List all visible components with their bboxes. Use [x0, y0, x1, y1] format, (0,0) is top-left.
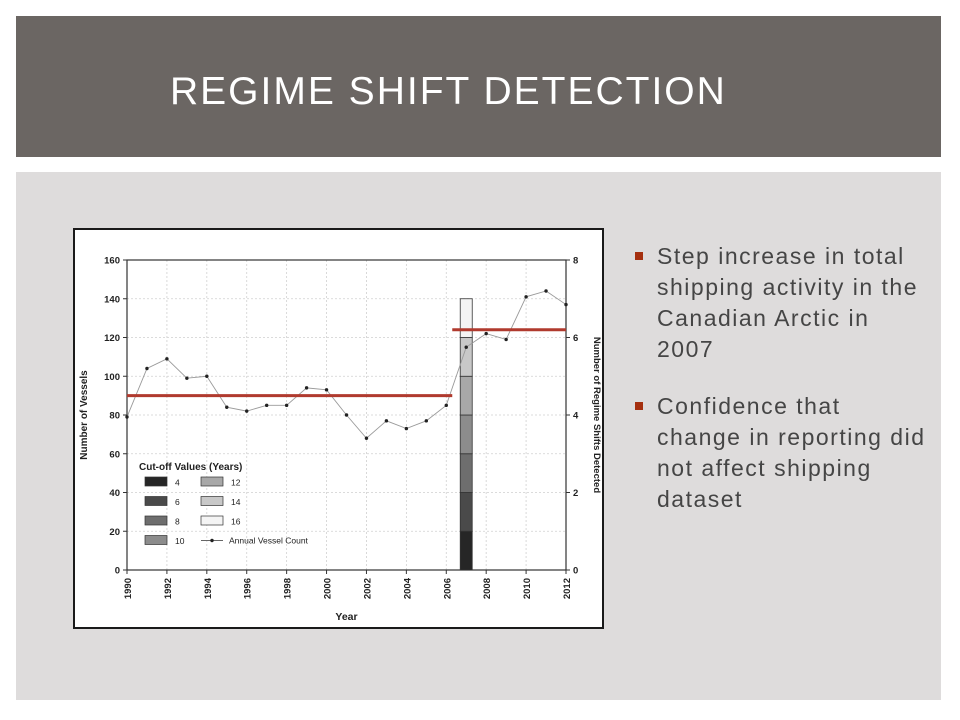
slide-title: REGIME SHIFT DETECTION [170, 70, 727, 113]
y-tick-label: 140 [104, 294, 120, 306]
vessel-count-point [345, 413, 348, 416]
legend-swatch [145, 516, 167, 525]
x-tick-label: 1996 [242, 578, 254, 600]
chart-svg [75, 230, 602, 627]
vessel-count-point [245, 409, 248, 412]
bullet-item [632, 391, 932, 515]
vessel-count-point [205, 375, 208, 378]
legend-title: Cut-off Values (Years) [139, 462, 243, 473]
vessel-count-point [165, 357, 168, 360]
y-tick-label: 60 [109, 449, 120, 461]
y-tick-label: 20 [109, 526, 120, 538]
regime-mean-lines [127, 330, 566, 396]
vessel-count-point [225, 406, 228, 409]
vessel-count-point [145, 367, 148, 370]
y2-axis-label: Number of Regime Shifts Detected [591, 336, 602, 494]
chart-legend [139, 462, 309, 546]
legend-swatch [145, 497, 167, 506]
x-tick-label: 2004 [402, 578, 414, 600]
legend-swatch-label: 10 [175, 536, 185, 546]
vessel-count-point [325, 388, 328, 391]
x-tick-label: 2002 [362, 578, 374, 600]
x-tick-label: 1992 [162, 578, 174, 600]
x-tick-label: 2000 [322, 578, 334, 600]
regime-bar-segment [460, 299, 472, 338]
x-tick-label: 2006 [442, 578, 454, 600]
y-tick-label: 120 [104, 333, 120, 344]
y-tick-label: 80 [109, 410, 120, 422]
legend-swatch-label: 4 [175, 477, 180, 488]
regime-bar-segment [460, 493, 472, 532]
vessel-line [125, 289, 567, 440]
vessel-count-point [385, 419, 388, 422]
vessel-count-point [285, 404, 288, 407]
x-tick-label: 1990 [123, 578, 134, 600]
bullet-text: Step increase in total shipping activity in the Canadian Arctic in 2007 [657, 243, 919, 362]
vessel-count-point [465, 345, 468, 348]
y2-tick-label: 6 [573, 333, 579, 344]
legend-swatch [201, 516, 223, 525]
x-tick-label: 1994 [202, 578, 214, 600]
legend-swatch [201, 477, 223, 486]
vessel-count-point [365, 437, 368, 440]
regime-bar-segment [460, 531, 472, 570]
vessel-count-point [484, 332, 487, 335]
x-tick-label: 2012 [562, 578, 573, 600]
legend-swatch [145, 477, 167, 486]
regime-bar-segment [460, 338, 472, 377]
y-axis-label: Number of Vessels [79, 370, 90, 460]
y-tick-label: 40 [109, 488, 120, 499]
vessel-count-point [405, 427, 408, 430]
vessel-count-point [564, 303, 567, 306]
legend-swatch-label: 12 [231, 477, 241, 488]
chart-figure [73, 228, 604, 629]
legend-line-label: Annual Vessel Count [229, 535, 308, 546]
y2-tick-label: 0 [573, 565, 579, 577]
x-tick-label: 2010 [522, 578, 534, 600]
legend-swatch-label: 8 [175, 516, 180, 527]
y2-tick-label: 2 [573, 488, 579, 499]
regime-bar-segment [460, 376, 472, 415]
legend-swatch-label: 6 [175, 497, 180, 507]
y2-tick-label: 4 [573, 410, 579, 422]
bullet-square-icon [635, 402, 643, 410]
bullet-square-icon [635, 252, 643, 260]
bullet-text: Confidence that change in reporting did not affect shipping dataset [657, 393, 926, 512]
y-tick-label: 0 [114, 565, 120, 577]
vessel-count-point [265, 404, 268, 407]
regime-bar-stack [460, 299, 472, 570]
vessel-count-point [305, 386, 308, 389]
legend-swatch-label: 16 [231, 516, 241, 527]
legend-swatch [201, 497, 223, 506]
bullet-item [632, 241, 932, 365]
x-axis-label: Year [335, 611, 358, 623]
vessel-count-point [445, 404, 448, 407]
vessel-count-point [125, 415, 128, 418]
y-tick-label: 160 [104, 255, 120, 267]
x-tick-label: 1998 [282, 578, 294, 600]
legend-swatch [145, 536, 167, 545]
y-tick-label: 100 [104, 371, 120, 383]
regime-bar-segment [460, 454, 472, 493]
legend-point-sample [210, 539, 213, 542]
y2-tick-label: 8 [573, 255, 579, 267]
vessel-count-point [425, 419, 428, 422]
regime-bar-segment [460, 415, 472, 454]
vessel-count-point [185, 376, 188, 379]
legend-swatch-label: 14 [231, 497, 241, 507]
vessel-count-point [544, 289, 547, 292]
chart-ticks [104, 256, 579, 600]
x-tick-label: 2008 [482, 578, 494, 600]
bullet-list [632, 241, 932, 541]
vessel-count-point [524, 295, 527, 298]
vessel-count-point [504, 338, 507, 341]
